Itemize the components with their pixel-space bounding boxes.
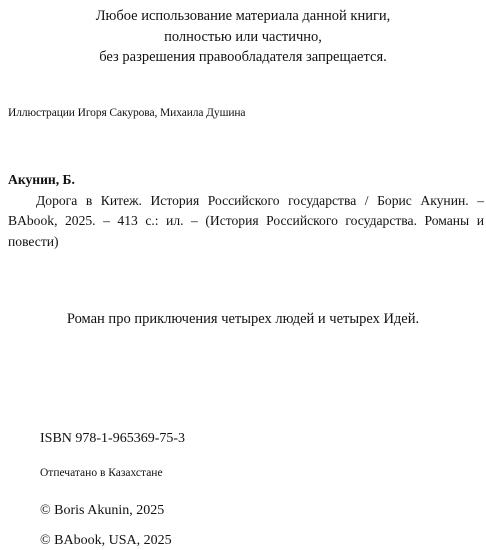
rights-notice-line: без разрешения правообладателя запрещается. [99,49,387,65]
rights-notice [0,6,486,68]
author-heading: Акунин, Б. [8,172,75,187]
rights-notice-line: Любое использование материала данной книги, [95,8,391,24]
bibliographic-description: Дорога в Китеж. История Российского государства / Борис Акунин. – BAbook, 2025. – 413 с.: ил. – (История Российского государства. Романы и повести) [8,192,484,249]
isbn: ISBN 978-1-965369-75-3 [40,431,186,446]
copyright-line-author: © Boris Akunin, 2025 [40,503,165,518]
annotation: Роман про приключения четырех людей и четырех Идей. [66,311,420,327]
copyright-line-publisher: © BAbook, USA, 2025 [40,533,172,548]
bibliographic-record [8,170,484,252]
illustrators-credit: Иллюстрации Игоря Сакурова, Михаила Душина [8,107,246,119]
printed-in: Отпечатано в Казахстане [40,467,163,479]
rights-notice-line: полностью или частично, [164,28,322,45]
